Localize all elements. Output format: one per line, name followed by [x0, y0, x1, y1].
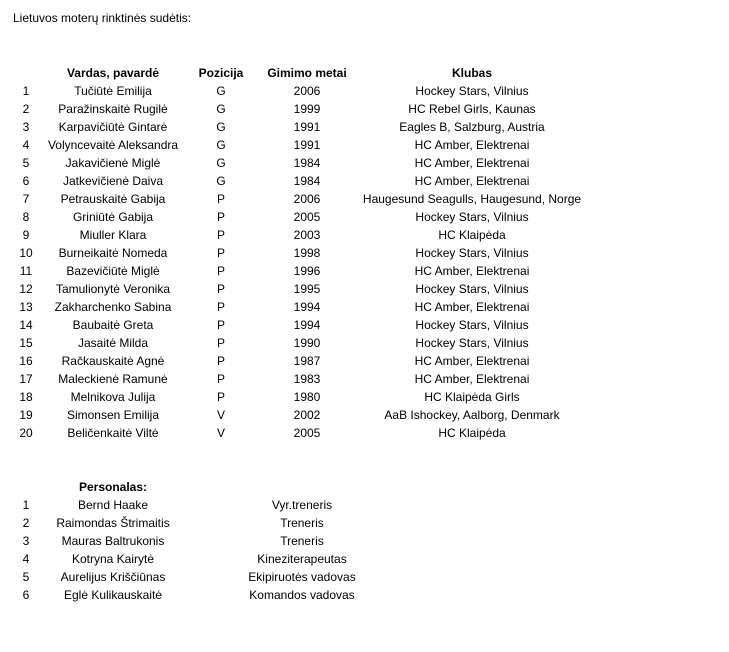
player-name: Bazevičiūtė Miglė [66, 264, 160, 278]
roster-table [13, 64, 585, 442]
player-position: P [216, 390, 225, 404]
staff-number: 3 [22, 534, 30, 548]
player-name: Jatkevičienė Daiva [62, 174, 164, 188]
player-name: Paražinskaitė Rugilė [58, 102, 168, 116]
staff-name: Raimondas Štrimaitis [56, 516, 170, 530]
staff-number: 2 [22, 516, 30, 530]
player-club: Eagles B, Salzburg, Austria [399, 120, 545, 134]
player-club: Haugesund Seagulls, Haugesund, Norge [362, 192, 582, 206]
staff-spacer [187, 568, 217, 586]
player-position: P [216, 372, 225, 386]
table-row [13, 136, 585, 154]
player-number: 11 [19, 264, 33, 278]
player-birth-year: 2006 [293, 84, 321, 98]
staff-spacer [187, 586, 217, 604]
player-number: 17 [19, 372, 33, 386]
player-position: P [216, 318, 225, 332]
player-club: Hockey Stars, Vilnius [415, 84, 529, 98]
staff-role: Treneris [280, 534, 324, 548]
player-number: 20 [19, 426, 33, 440]
player-position: P [216, 282, 225, 296]
player-club: AaB Ishockey, Aalborg, Denmark [384, 408, 560, 422]
player-club: Hockey Stars, Vilnius [415, 318, 529, 332]
player-position: P [216, 228, 225, 242]
player-position: P [216, 336, 225, 350]
page-title: Lietuvos moterų rinktinės sudėtis: [13, 11, 192, 25]
table-row [13, 190, 585, 208]
table-row [13, 352, 585, 370]
player-number: 12 [19, 282, 33, 296]
player-club: Hockey Stars, Vilnius [415, 210, 529, 224]
player-birth-year: 2006 [293, 192, 321, 206]
staff-spacer [187, 496, 217, 514]
player-name: Račkauskaitė Agnė [61, 354, 165, 368]
player-club: HC Amber, Elektrenai [414, 156, 530, 170]
staff-number: 1 [22, 498, 30, 512]
header-name: Vardas, pavardė [66, 66, 160, 80]
list-item [13, 514, 387, 532]
staff-role: Vyr.treneris [271, 498, 333, 512]
player-birth-year: 1994 [293, 300, 321, 314]
player-club: HC Amber, Elektrenai [414, 264, 530, 278]
staff-table [13, 478, 387, 604]
player-name: Petrauskaitė Gabija [60, 192, 166, 206]
player-name: Jasaitė Milda [77, 336, 149, 350]
table-row [13, 208, 585, 226]
player-number: 9 [22, 228, 30, 242]
player-birth-year: 1983 [293, 372, 321, 386]
player-position: V [216, 426, 225, 440]
player-number: 2 [22, 102, 30, 116]
table-row [13, 424, 585, 442]
table-row [13, 316, 585, 334]
player-position: G [216, 120, 226, 134]
player-number: 8 [22, 210, 30, 224]
player-number: 1 [22, 84, 30, 98]
player-club: Hockey Stars, Vilnius [415, 246, 529, 260]
table-row [13, 406, 585, 424]
player-position: P [216, 354, 225, 368]
player-position: G [216, 174, 226, 188]
player-name: Miuller Klara [79, 228, 147, 242]
player-club: HC Amber, Elektrenai [414, 174, 530, 188]
player-number: 14 [19, 318, 33, 332]
header-number [13, 64, 39, 82]
table-row [13, 280, 585, 298]
table-row [13, 82, 585, 100]
player-position: P [216, 300, 225, 314]
list-item [13, 532, 387, 550]
table-row [13, 298, 585, 316]
player-birth-year: 1980 [293, 390, 321, 404]
player-name: Karpavičiūtė Gintarė [58, 120, 168, 134]
list-item [13, 496, 387, 514]
player-number: 16 [19, 354, 33, 368]
player-birth-year: 1991 [293, 138, 321, 152]
player-birth-year: 1999 [293, 102, 321, 116]
player-position: P [216, 210, 225, 224]
table-row [13, 172, 585, 190]
player-birth-year: 1984 [293, 174, 321, 188]
player-club: HC Klaipėda Girls [424, 390, 520, 404]
player-name: Jakavičienė Miglė [65, 156, 161, 170]
staff-spacer [187, 532, 217, 550]
player-name: Zakharchenko Sabina [54, 300, 172, 314]
staff-name: Eglė Kulikauskaitė [63, 588, 163, 602]
player-club: HC Amber, Elektrenai [414, 138, 530, 152]
header-club: Klubas [451, 66, 492, 80]
roster-header-row [13, 64, 585, 82]
table-row [13, 334, 585, 352]
player-club: Hockey Stars, Vilnius [415, 336, 529, 350]
table-row [13, 100, 585, 118]
header-position: Pozicija [198, 66, 244, 80]
player-birth-year: 2005 [293, 426, 321, 440]
player-name: Burneikaitė Nomeda [58, 246, 168, 260]
player-name: Maleckienė Ramunė [58, 372, 168, 386]
player-birth-year: 2005 [293, 210, 321, 224]
player-club: HC Amber, Elektrenai [414, 372, 530, 386]
player-club: HC Amber, Elektrenai [414, 354, 530, 368]
staff-role: Treneris [280, 516, 324, 530]
player-birth-year: 1994 [293, 318, 321, 332]
staff-role: Kineziterapeutas [257, 552, 347, 566]
player-club: HC Klaipėda [438, 426, 506, 440]
staff-name: Aurelijus Kriščiūnas [60, 570, 166, 584]
player-birth-year: 2002 [293, 408, 321, 422]
player-name: Baubaitė Greta [72, 318, 154, 332]
staff-spacer [187, 550, 217, 568]
staff-number: 5 [22, 570, 30, 584]
player-number: 6 [22, 174, 30, 188]
player-position: P [216, 192, 225, 206]
player-number: 3 [22, 120, 30, 134]
staff-role: Komandos vadovas [249, 588, 355, 602]
staff-name: Kotryna Kairytė [71, 552, 155, 566]
player-birth-year: 2003 [293, 228, 321, 242]
player-name: Tučiūtė Emilija [74, 84, 152, 98]
player-number: 10 [19, 246, 33, 260]
player-birth-year: 1984 [293, 156, 321, 170]
player-number: 19 [19, 408, 33, 422]
staff-name: Bernd Haake [77, 498, 149, 512]
player-club: HC Amber, Elektrenai [414, 300, 530, 314]
player-club: HC Klaipėda [438, 228, 506, 242]
player-name: Melnikova Julija [70, 390, 156, 404]
header-birth-year: Gimimo metai [267, 66, 347, 80]
staff-number: 6 [22, 588, 30, 602]
player-position: G [216, 102, 226, 116]
list-item [13, 568, 387, 586]
player-birth-year: 1998 [293, 246, 321, 260]
player-position: P [216, 246, 225, 260]
table-row [13, 226, 585, 244]
player-club: HC Rebel Girls, Kaunas [408, 102, 536, 116]
player-position: P [216, 264, 225, 278]
list-item [13, 550, 387, 568]
player-number: 15 [19, 336, 33, 350]
table-row [13, 262, 585, 280]
player-name: Volyncevaitė Aleksandra [47, 138, 179, 152]
table-row [13, 370, 585, 388]
player-birth-year: 1987 [293, 354, 321, 368]
player-name: Griniūtė Gabija [72, 210, 154, 224]
staff-role: Ekipiruotės vadovas [248, 570, 356, 584]
player-position: G [216, 84, 226, 98]
player-position: G [216, 138, 226, 152]
staff-header-row [13, 478, 387, 496]
player-number: 13 [19, 300, 33, 314]
player-birth-year: 1995 [293, 282, 321, 296]
staff-heading: Personalas: [78, 480, 148, 494]
list-item [13, 586, 387, 604]
player-birth-year: 1996 [293, 264, 321, 278]
player-birth-year: 1990 [293, 336, 321, 350]
table-row [13, 154, 585, 172]
player-number: 18 [19, 390, 33, 404]
staff-spacer [187, 514, 217, 532]
table-row [13, 388, 585, 406]
player-position: V [216, 408, 225, 422]
player-club: Hockey Stars, Vilnius [415, 282, 529, 296]
player-name: Tamulionytė Veronika [55, 282, 171, 296]
player-number: 4 [22, 138, 30, 152]
table-row [13, 244, 585, 262]
table-row [13, 118, 585, 136]
player-position: G [216, 156, 226, 170]
staff-number: 4 [22, 552, 30, 566]
player-name: Simonsen Emilija [66, 408, 160, 422]
player-birth-year: 1991 [293, 120, 321, 134]
player-name: Beličenkaitė Viltė [67, 426, 159, 440]
player-number: 5 [22, 156, 30, 170]
player-number: 7 [22, 192, 30, 206]
staff-name: Mauras Baltrukonis [61, 534, 165, 548]
